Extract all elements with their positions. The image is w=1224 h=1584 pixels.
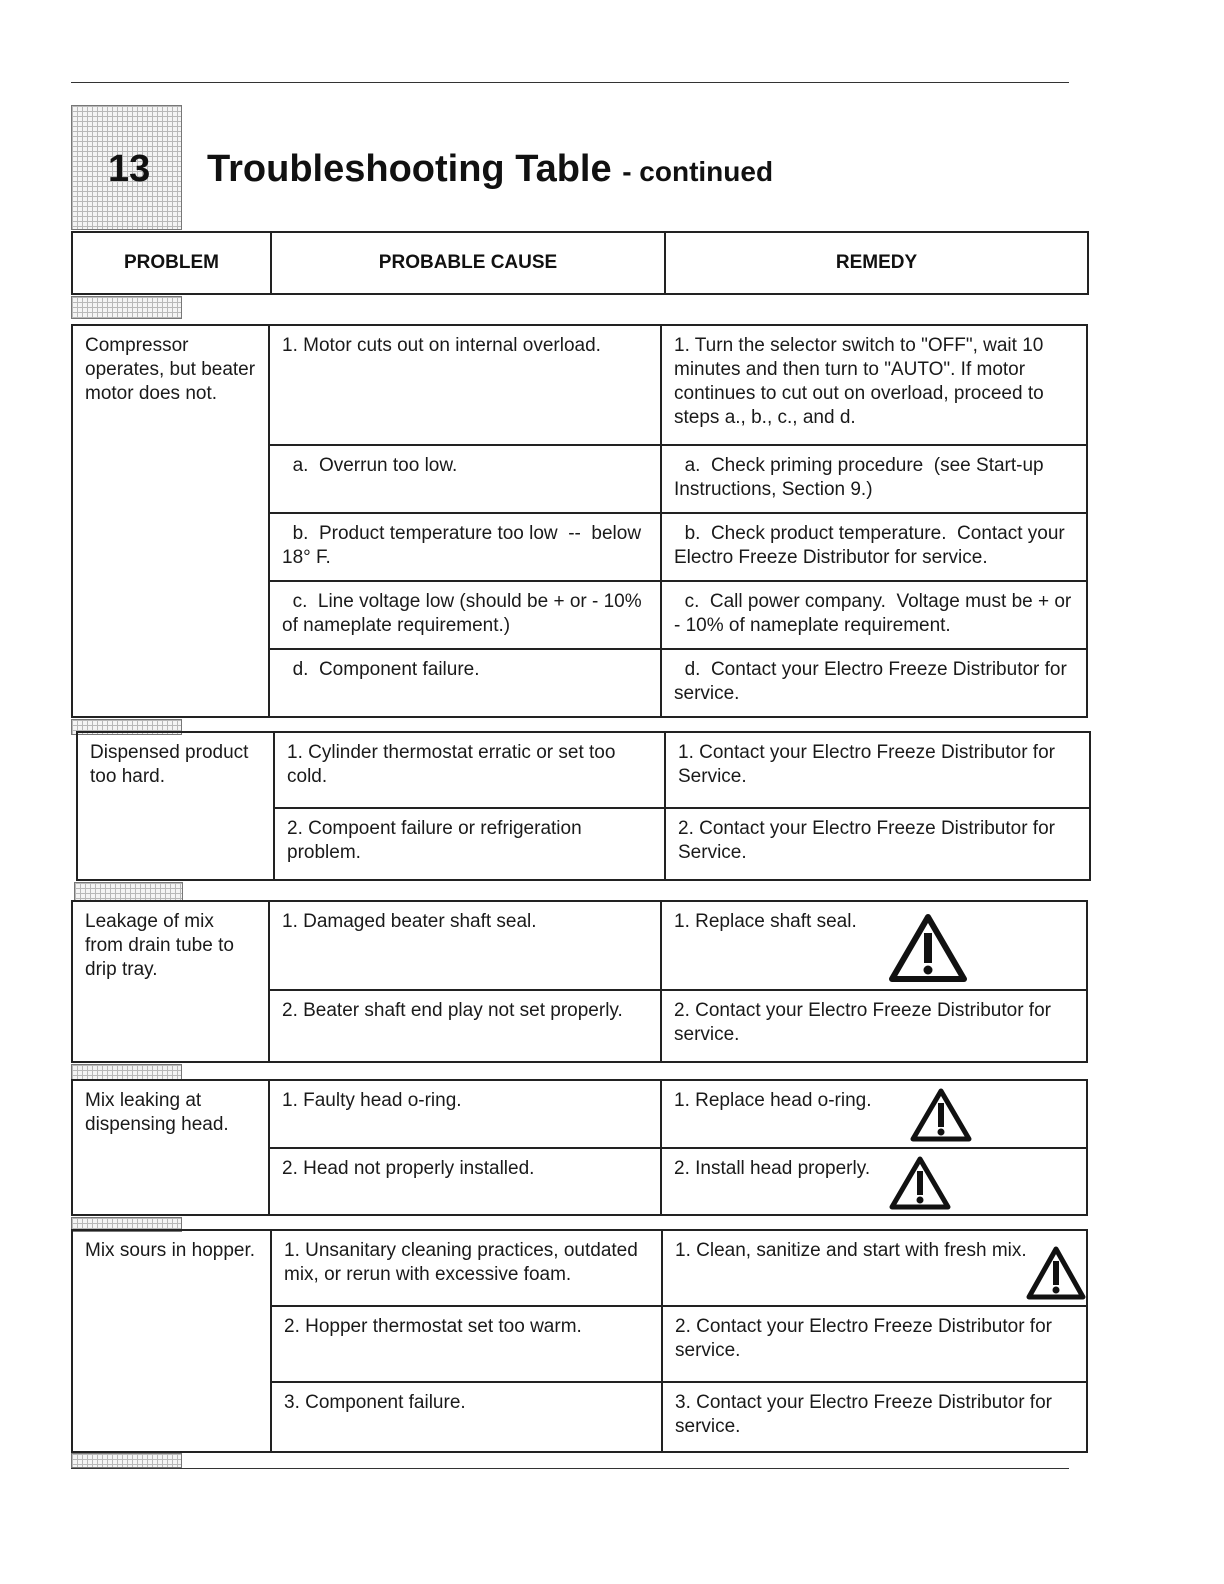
warning-triangle-icon	[909, 1087, 973, 1143]
separator-grid	[71, 1453, 182, 1468]
problem-cell: Leakage of mix from drain tube to drip tray.	[73, 902, 270, 1061]
cause-cell: d. Component failure.	[270, 650, 662, 716]
table-row	[270, 648, 1086, 716]
trouble-block-head-leak	[71, 1079, 1088, 1216]
cause-remedy-rows	[270, 326, 1086, 716]
remedy-cell: a. Check priming procedure (see Start-up Instructions, Section 9.)	[674, 455, 1049, 500]
remedy-cell: 3. Contact your Electro Freeze Distributor for service.	[675, 1392, 1052, 1437]
cause-cell: 1. Unsanitary cleaning practices, outdated mix, or rerun with excessive foam.	[272, 1231, 663, 1305]
trouble-block-mix-sours	[71, 1229, 1088, 1453]
cause-remedy-rows	[270, 1081, 1086, 1214]
warning-triangle-icon	[888, 913, 968, 983]
cause-cell: 1. Motor cuts out on internal overload.	[270, 326, 662, 444]
problem-cell: Compressor operates, but beater motor does not.	[73, 326, 270, 716]
table-row	[272, 1231, 1086, 1305]
cause-cell: 1. Damaged beater shaft seal.	[270, 902, 662, 989]
table-row	[270, 989, 1086, 1061]
problem-cell: Mix sours in hopper.	[73, 1231, 272, 1451]
remedy-cell	[662, 1149, 1086, 1214]
page-title	[207, 148, 773, 191]
trouble-block-too-hard	[76, 731, 1091, 881]
cause-cell: 1. Cylinder thermostat erratic or set too cold.	[275, 733, 666, 807]
trouble-block-compressor	[71, 324, 1088, 718]
remedy-cell: c. Call power company. Voltage must be + or - 10% of nameplate requirement.	[674, 591, 1077, 636]
table-row	[270, 444, 1086, 512]
cause-remedy-rows	[275, 733, 1089, 879]
table-row	[272, 1305, 1086, 1381]
cause-cell: 2. Beater shaft end play not set properly.	[270, 991, 662, 1061]
separator-grid	[71, 296, 182, 319]
cause-cell: 2. Head not properly installed.	[270, 1149, 662, 1214]
table-row	[270, 512, 1086, 580]
cause-cell: 1. Faulty head o-ring.	[270, 1081, 662, 1147]
title-suffix: - continued	[622, 156, 774, 187]
remedy-cell	[662, 1081, 1086, 1147]
title-text: Troubleshooting Table	[207, 148, 612, 190]
top-rule	[71, 82, 1069, 83]
remedy-text: 2. Install head properly.	[674, 1158, 871, 1179]
warning-triangle-icon	[1025, 1245, 1087, 1301]
table-row	[270, 326, 1086, 444]
cause-cell: c. Line voltage low (should be + or - 10% of nameplate requirement.)	[270, 582, 662, 648]
separator-grid	[74, 882, 183, 901]
remedy-cell: 1. Contact your Electro Freeze Distributor for Service.	[678, 742, 1055, 787]
cause-cell: a. Overrun too low.	[270, 446, 662, 512]
table-row	[275, 733, 1089, 807]
cause-cell: 2. Hopper thermostat set too warm.	[272, 1307, 663, 1381]
header-remedy: REMEDY	[664, 233, 1087, 293]
remedy-cell: b. Check product temperature. Contact your Electro Freeze Distributor for service.	[674, 523, 1071, 568]
remedy-text: 1. Replace head o-ring.	[674, 1090, 872, 1111]
remedy-cell: 1. Turn the selector switch to "OFF", wait 10 minutes and then turn to "AUTO". If motor continues to cut out on overload, proceed to steps a., b., c., and d.	[674, 335, 1044, 428]
chapter-number: 13	[108, 148, 151, 190]
column-header	[71, 231, 1089, 295]
problem-cell: Dispensed product too hard.	[78, 733, 275, 879]
cause-cell: 3. Component failure.	[272, 1383, 663, 1451]
problem-cell: Mix leaking at dispensing head.	[73, 1081, 270, 1214]
table-row	[270, 1147, 1086, 1214]
remedy-text: 1. Replace shaft seal.	[674, 911, 857, 932]
warning-triangle-icon	[888, 1155, 952, 1211]
table-row	[270, 902, 1086, 989]
table-row	[275, 807, 1089, 879]
remedy-cell: d. Contact your Electro Freeze Distributor for service.	[674, 659, 1073, 704]
cause-cell: 2. Compoent failure or refrigeration problem.	[275, 809, 666, 879]
remedy-cell: 2. Contact your Electro Freeze Distributor for service.	[675, 1316, 1052, 1361]
trouble-block-leakage	[71, 900, 1088, 1063]
remedy-cell: 2. Contact your Electro Freeze Distributor for Service.	[678, 818, 1055, 863]
cause-cell: b. Product temperature too low -- below 18° F.	[270, 514, 662, 580]
header-cause: PROBABLE CAUSE	[270, 233, 664, 293]
table-row	[270, 580, 1086, 648]
remedy-cell: 2. Contact your Electro Freeze Distributor for service.	[674, 1000, 1051, 1045]
remedy-cell	[663, 1231, 1086, 1305]
header-problem: PROBLEM	[124, 252, 219, 273]
cause-remedy-rows	[272, 1231, 1086, 1451]
table-row	[272, 1381, 1086, 1451]
cause-remedy-rows	[270, 902, 1086, 1061]
bottom-rule	[71, 1468, 1069, 1469]
remedy-cell	[662, 902, 1086, 989]
remedy-text: 1. Clean, sanitize and start with fresh mix.	[675, 1240, 1027, 1261]
table-row	[270, 1081, 1086, 1147]
